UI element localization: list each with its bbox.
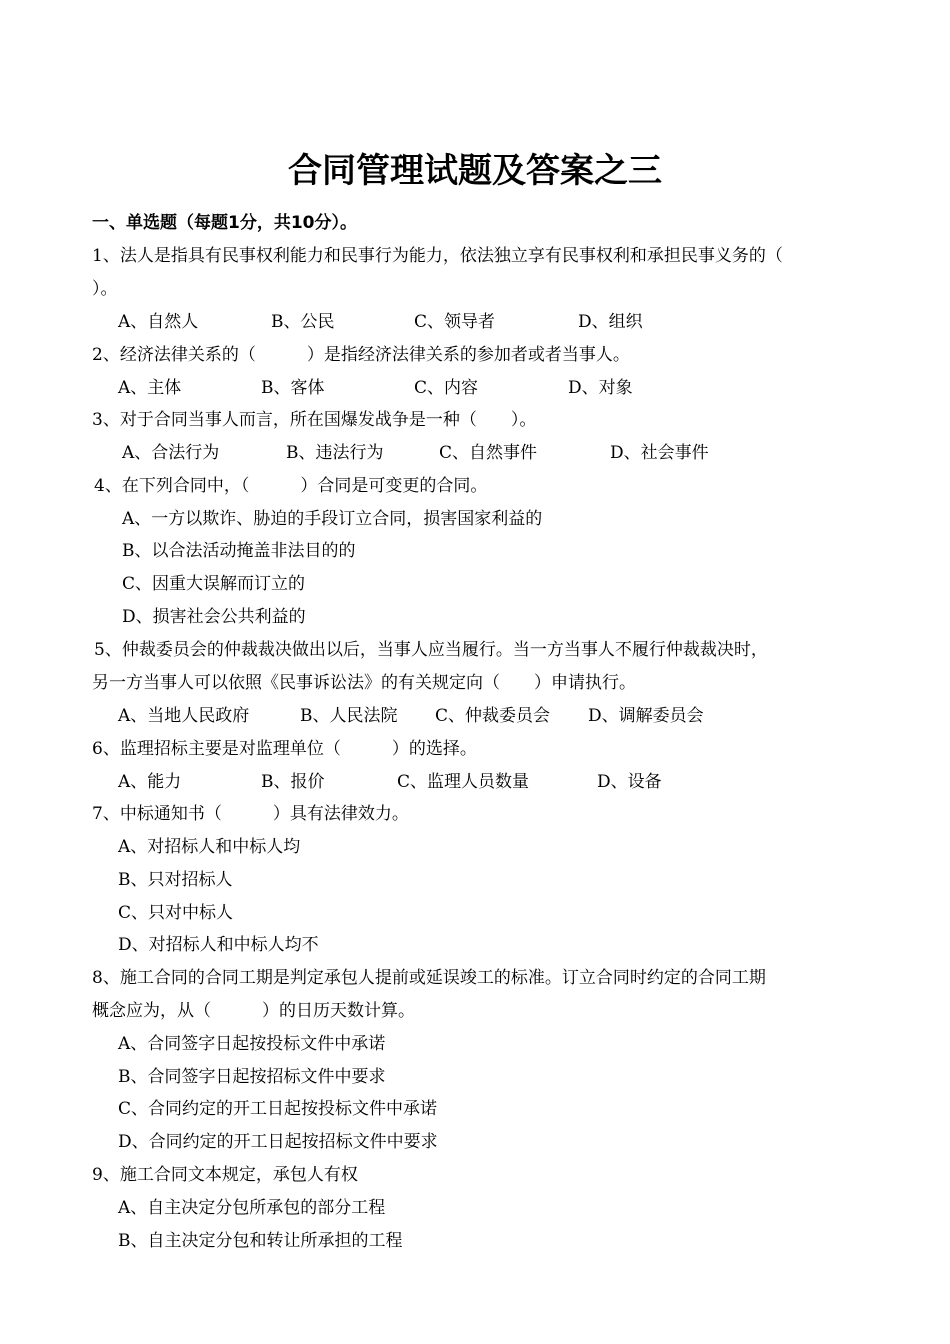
question-5-option-c: C、仲裁委员会 <box>435 706 551 726</box>
question-1-option-c: C、领导者 <box>414 312 496 332</box>
question-2-option-b: B、客体 <box>261 378 325 398</box>
question-1-option-d: D、组织 <box>578 312 643 332</box>
question-3-option-d: D、社会事件 <box>610 443 709 463</box>
question-5-option-a: A、当地人民政府 <box>118 706 250 726</box>
question-8-option-b: B、合同签字日起按招标文件中要求 <box>118 1067 386 1087</box>
question-8-option-a: A、合同签字日起按投标文件中承诺 <box>118 1034 386 1054</box>
question-4-option-c: C、因重大误解而订立的 <box>122 574 306 594</box>
question-1-option-a: A、自然人 <box>118 312 199 332</box>
section-heading: 一、单选题（每题1分，共10分）。 <box>92 213 357 233</box>
question-7-stem: 7、中标通知书（ ）具有法律效力。 <box>92 804 409 824</box>
question-6-stem: 6、监理招标主要是对监理单位（ ）的选择。 <box>92 739 477 759</box>
question-7-option-c: C、只对中标人 <box>118 903 234 923</box>
question-3-option-c: C、自然事件 <box>439 443 538 463</box>
question-5-option-b: B、人民法院 <box>300 706 398 726</box>
question-3-stem: 3、对于合同当事人而言，所在国爆发战争是一种（ ）。 <box>92 410 537 430</box>
question-9-option-a: A、自主决定分包所承包的部分工程 <box>118 1198 386 1218</box>
question-4-option-a: A、一方以欺诈、胁迫的手段订立合同，损害国家利益的 <box>122 509 543 529</box>
question-2-option-d: D、对象 <box>568 378 633 398</box>
question-6-option-d: D、设备 <box>597 772 662 792</box>
question-2-option-c: C、内容 <box>414 378 479 398</box>
question-1-option-b: B、公民 <box>271 312 335 332</box>
question-9-stem: 9、施工合同文本规定，承包人有权 <box>92 1165 358 1185</box>
question-8-option-c: C、合同约定的开工日起按投标文件中承诺 <box>118 1099 438 1119</box>
document-title: 合同管理试题及答案之三 <box>288 151 662 191</box>
question-3-option-b: B、违法行为 <box>286 443 384 463</box>
question-7-option-a: A、对招标人和中标人均 <box>118 837 301 857</box>
question-6-option-c: C、监理人员数量 <box>397 772 530 792</box>
question-8-option-d: D、合同约定的开工日起按招标文件中要求 <box>118 1132 438 1152</box>
question-4-option-b: B、以合法活动掩盖非法目的的 <box>122 541 356 561</box>
question-7-option-b: B、只对招标人 <box>118 870 233 890</box>
question-8-stem: 8、施工合同的合同工期是判定承包人提前或延误竣工的标准。订立合同时约定的合同工期 <box>92 968 766 988</box>
question-8-stem-cont: 概念应为，从（ ）的日历天数计算。 <box>92 1001 415 1021</box>
question-5-option-d: D、调解委员会 <box>588 706 704 726</box>
question-6-option-b: B、报价 <box>261 772 325 792</box>
question-4-option-d: D、损害社会公共利益的 <box>122 607 306 627</box>
question-3-option-a: A、合法行为 <box>122 443 220 463</box>
question-1-stem: 1、法人是指具有民事权利能力和民事行为能力，依法独立享有民事权利和承担民事义务的（ <box>92 246 783 266</box>
question-6-option-a: A、能力 <box>118 772 182 792</box>
question-4-stem: 4、在下列合同中，（ ）合同是可变更的合同。 <box>94 476 488 496</box>
question-9-option-b: B、自主决定分包和转让所承担的工程 <box>118 1231 403 1251</box>
question-1-stem-cont: ）。 <box>92 279 118 299</box>
question-2-option-a: A、主体 <box>118 378 182 398</box>
question-2-stem: 2、经济法律关系的（ ）是指经济法律关系的参加者或者当事人。 <box>92 345 630 365</box>
question-7-option-d: D、对招标人和中标人均不 <box>118 935 319 955</box>
question-5-stem-cont: 另一方当事人可以依照《民事诉讼法》的有关规定向（ ）申请执行。 <box>92 673 636 693</box>
question-5-stem: 5、仲裁委员会的仲裁裁决做出以后，当事人应当履行。当一方当事人不履行仲裁裁决时， <box>94 640 768 660</box>
